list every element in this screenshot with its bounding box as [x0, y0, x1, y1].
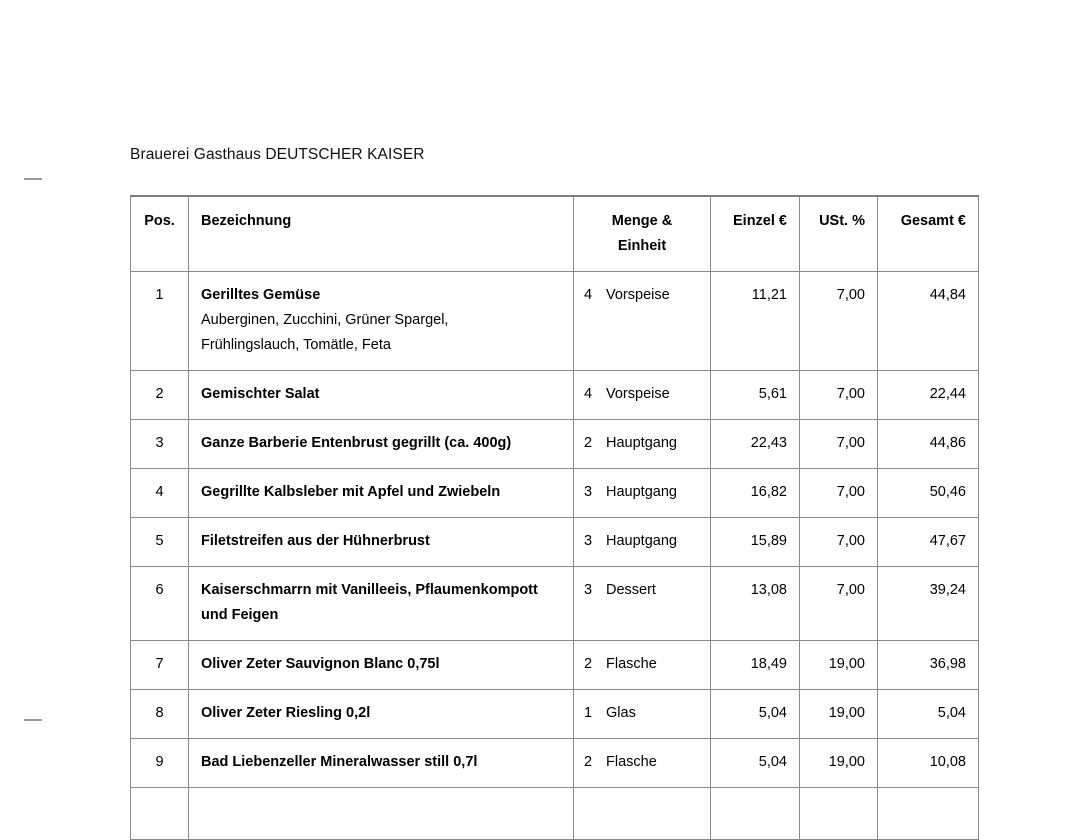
table-row — [131, 641, 979, 690]
unit-value: Vorspeise — [606, 386, 670, 402]
cell-quantity-body — [574, 420, 710, 468]
cell-description-body — [189, 469, 573, 517]
cell-unit-price — [711, 518, 800, 567]
cell-pos-value: 3 — [155, 435, 164, 451]
cell-pos — [131, 788, 189, 840]
unit-value: Vorspeise — [606, 287, 670, 303]
cell-quantity-body — [574, 641, 710, 689]
cell-unit-price-value: 5,04 — [758, 705, 787, 721]
cell-quantity — [574, 567, 711, 641]
cell-pos-value: 2 — [155, 386, 164, 402]
item-title: Kaiserschmarrn mit Vanilleeis, Pflaumenkompott und Feigen — [201, 582, 538, 623]
column-header-unit-price-label: Einzel € — [733, 213, 787, 229]
cell-unit-price-value: 15,89 — [750, 533, 787, 549]
cell-total — [878, 469, 979, 518]
table-row — [131, 739, 979, 788]
cell-total — [878, 641, 979, 690]
cell-vat-value: 7,00 — [836, 287, 865, 303]
cell-total-value: 47,67 — [929, 533, 966, 549]
cell-total — [878, 272, 979, 371]
cell-description — [189, 690, 574, 739]
cell-unit-price — [711, 272, 800, 371]
cell-unit-price-value — [711, 788, 799, 839]
cell-unit-price-value: 16,82 — [750, 484, 787, 500]
column-header-pos-label: Pos. — [144, 213, 175, 229]
cell-pos — [131, 420, 189, 469]
cell-total — [878, 690, 979, 739]
cell-unit-price-value: 13,08 — [750, 582, 787, 598]
cell-description-body — [189, 420, 573, 468]
cell-vat-value: 19,00 — [828, 705, 865, 721]
column-header-description — [189, 196, 574, 272]
item-title: Gemischter Salat — [201, 386, 320, 402]
table-row — [131, 518, 979, 567]
cell-description-body — [189, 690, 573, 738]
quantity-value: 4 — [584, 386, 593, 402]
cell-unit-price-value: 5,04 — [758, 754, 787, 770]
quantity-value: 3 — [584, 484, 593, 500]
table-row — [131, 272, 979, 371]
cell-vat-value: 19,00 — [828, 656, 865, 672]
unit-value: Dessert — [606, 582, 656, 598]
quantity-value: 2 — [584, 435, 593, 451]
cell-quantity-body — [574, 371, 710, 419]
cell-vat-value: 7,00 — [836, 533, 865, 549]
cell-total-value: 5,04 — [937, 705, 966, 721]
unit-value: Flasche — [606, 754, 657, 770]
item-title: Filetstreifen aus der Hühnerbrust — [201, 533, 430, 549]
quantity-value: 1 — [584, 705, 593, 721]
cell-total-value: 44,86 — [929, 435, 966, 451]
cell-quantity-body — [574, 272, 710, 320]
cell-unit-price — [711, 739, 800, 788]
cell-vat — [800, 690, 878, 739]
quantity-unit-group — [584, 652, 702, 677]
cell-description — [189, 420, 574, 469]
quantity-unit-group — [584, 578, 702, 603]
item-description-line: Frühlingslauch, Tomätle, Feta — [201, 337, 391, 353]
cell-unit-price — [711, 371, 800, 420]
column-header-quantity-label-line2: Einheit — [617, 238, 667, 254]
cell-pos-value: 8 — [155, 705, 164, 721]
cell-total — [878, 739, 979, 788]
quantity-unit-group — [584, 382, 702, 407]
cell-description-body — [189, 518, 573, 566]
cell-unit-price — [711, 469, 800, 518]
cell-description-body — [189, 739, 573, 787]
item-title: Oliver Zeter Sauvignon Blanc 0,75l — [201, 656, 440, 672]
cell-description — [189, 518, 574, 567]
item-title: Ganze Barberie Entenbrust gegrillt (ca. 400g) — [201, 435, 512, 451]
item-title: Oliver Zeter Riesling 0,2l — [201, 705, 371, 721]
item-description-line: Auberginen, Zucchini, Grüner Spargel, — [201, 312, 449, 328]
table-row — [131, 469, 979, 518]
unit-value: Glas — [606, 705, 636, 721]
cell-unit-price — [711, 420, 800, 469]
cell-quantity-body — [574, 469, 710, 517]
cell-vat — [800, 739, 878, 788]
cell-quantity — [574, 272, 711, 371]
cell-total — [878, 788, 979, 840]
cell-pos — [131, 739, 189, 788]
table-header-row — [131, 196, 979, 272]
quantity-value: 3 — [584, 582, 593, 598]
unit-value: Flasche — [606, 656, 657, 672]
cell-pos-value: 7 — [155, 656, 164, 672]
quantity-value: 2 — [584, 754, 593, 770]
cell-total-value: 39,24 — [929, 582, 966, 598]
cell-pos-value: 4 — [155, 484, 164, 500]
cell-vat — [800, 272, 878, 371]
cell-vat — [800, 371, 878, 420]
cell-total — [878, 371, 979, 420]
cell-quantity-body — [574, 739, 710, 787]
cell-unit-price-value: 18,49 — [750, 656, 787, 672]
item-title: Gerilltes Gemüse — [201, 287, 321, 303]
unit-value: Hauptgang — [606, 484, 677, 500]
table-row — [131, 371, 979, 420]
cell-description-body — [189, 567, 573, 640]
cell-unit-price-value: 11,21 — [751, 287, 787, 303]
cell-vat-value: 7,00 — [836, 435, 865, 451]
quantity-unit-group — [584, 431, 702, 456]
quantity-value: 3 — [584, 533, 593, 549]
cell-pos-value: 5 — [155, 533, 164, 549]
cell-vat-value: 7,00 — [836, 386, 865, 402]
cell-unit-price — [711, 690, 800, 739]
cell-pos — [131, 272, 189, 371]
cell-pos-value: 6 — [155, 582, 164, 598]
cell-description — [189, 469, 574, 518]
cell-quantity — [574, 420, 711, 469]
cell-unit-price-value: 5,61 — [758, 386, 787, 402]
cell-total — [878, 420, 979, 469]
cell-total-value: 36,98 — [929, 656, 966, 672]
page-margin-mark-bottom — [24, 719, 42, 721]
unit-value: Hauptgang — [606, 533, 677, 549]
cell-quantity-body — [574, 788, 710, 839]
cell-vat — [800, 518, 878, 567]
cell-description — [189, 739, 574, 788]
cell-vat — [800, 420, 878, 469]
column-header-total-label: Gesamt € — [900, 213, 966, 229]
cell-pos — [131, 567, 189, 641]
quantity-unit-group — [584, 529, 702, 554]
cell-vat — [800, 469, 878, 518]
table-row — [131, 788, 979, 840]
cell-pos-value — [131, 788, 188, 839]
cell-description — [189, 371, 574, 420]
invoice-table — [130, 195, 979, 840]
cell-quantity — [574, 788, 711, 840]
item-title: Bad Liebenzeller Mineralwasser still 0,7l — [201, 754, 478, 770]
cell-pos — [131, 641, 189, 690]
table-row — [131, 567, 979, 641]
cell-vat — [800, 567, 878, 641]
table-row — [131, 420, 979, 469]
cell-vat-value: 7,00 — [836, 484, 865, 500]
cell-description — [189, 272, 574, 371]
column-header-unit-price — [711, 196, 800, 272]
cell-unit-price-value: 22,43 — [750, 435, 787, 451]
column-header-quantity — [574, 196, 711, 272]
column-header-quantity-label-line1: Menge & — [611, 213, 673, 229]
cell-total-value: 22,44 — [929, 386, 966, 402]
cell-quantity — [574, 739, 711, 788]
cell-quantity-body — [574, 690, 710, 738]
cell-pos — [131, 518, 189, 567]
unit-value: Hauptgang — [606, 435, 677, 451]
cell-total-value: 50,46 — [929, 484, 966, 500]
cell-description-body — [189, 788, 573, 839]
quantity-unit-group — [584, 480, 702, 505]
column-header-vat-label: USt. % — [819, 213, 865, 229]
cell-total-value: 10,08 — [929, 754, 966, 770]
cell-pos-value: 9 — [155, 754, 164, 770]
cell-pos-value: 1 — [155, 287, 164, 303]
cell-description — [189, 788, 574, 840]
cell-quantity-body — [574, 518, 710, 566]
quantity-value: 2 — [584, 656, 593, 672]
cell-vat — [800, 788, 878, 840]
cell-vat-value — [800, 788, 877, 839]
cell-vat-value: 7,00 — [836, 582, 865, 598]
invoice-table-body — [131, 272, 979, 840]
cell-vat — [800, 641, 878, 690]
cell-vat-value: 19,00 — [828, 754, 865, 770]
cell-total — [878, 518, 979, 567]
quantity-unit-group — [584, 750, 702, 775]
quantity-unit-group — [584, 701, 702, 726]
page-margin-mark-top — [24, 178, 42, 180]
cell-description-body — [189, 272, 573, 370]
document-body — [130, 0, 978, 840]
item-title: Gegrillte Kalbsleber mit Apfel und Zwiebeln — [201, 484, 501, 500]
column-header-description-label: Bezeichnung — [201, 213, 292, 229]
column-header-pos — [131, 196, 189, 272]
cell-quantity-body — [574, 567, 710, 615]
cell-quantity — [574, 518, 711, 567]
cell-pos — [131, 371, 189, 420]
cell-quantity — [574, 469, 711, 518]
cell-pos — [131, 690, 189, 739]
cell-quantity — [574, 371, 711, 420]
cell-unit-price — [711, 641, 800, 690]
cell-description — [189, 567, 574, 641]
cell-total-value: 44,84 — [929, 287, 966, 303]
column-header-vat — [800, 196, 878, 272]
cell-total — [878, 567, 979, 641]
cell-pos — [131, 469, 189, 518]
cell-description — [189, 641, 574, 690]
column-header-total — [878, 196, 979, 272]
table-row — [131, 690, 979, 739]
cell-description-body — [189, 371, 573, 419]
quantity-value: 4 — [584, 287, 593, 303]
cell-quantity — [574, 641, 711, 690]
cell-total-value — [878, 788, 978, 839]
quantity-unit-group — [584, 283, 702, 308]
cell-unit-price — [711, 788, 800, 840]
invoice-table-header — [131, 196, 979, 272]
cell-description-body — [189, 641, 573, 689]
page-title: Brauerei Gasthaus DEUTSCHER KAISER — [130, 146, 425, 163]
cell-unit-price — [711, 567, 800, 641]
cell-quantity — [574, 690, 711, 739]
